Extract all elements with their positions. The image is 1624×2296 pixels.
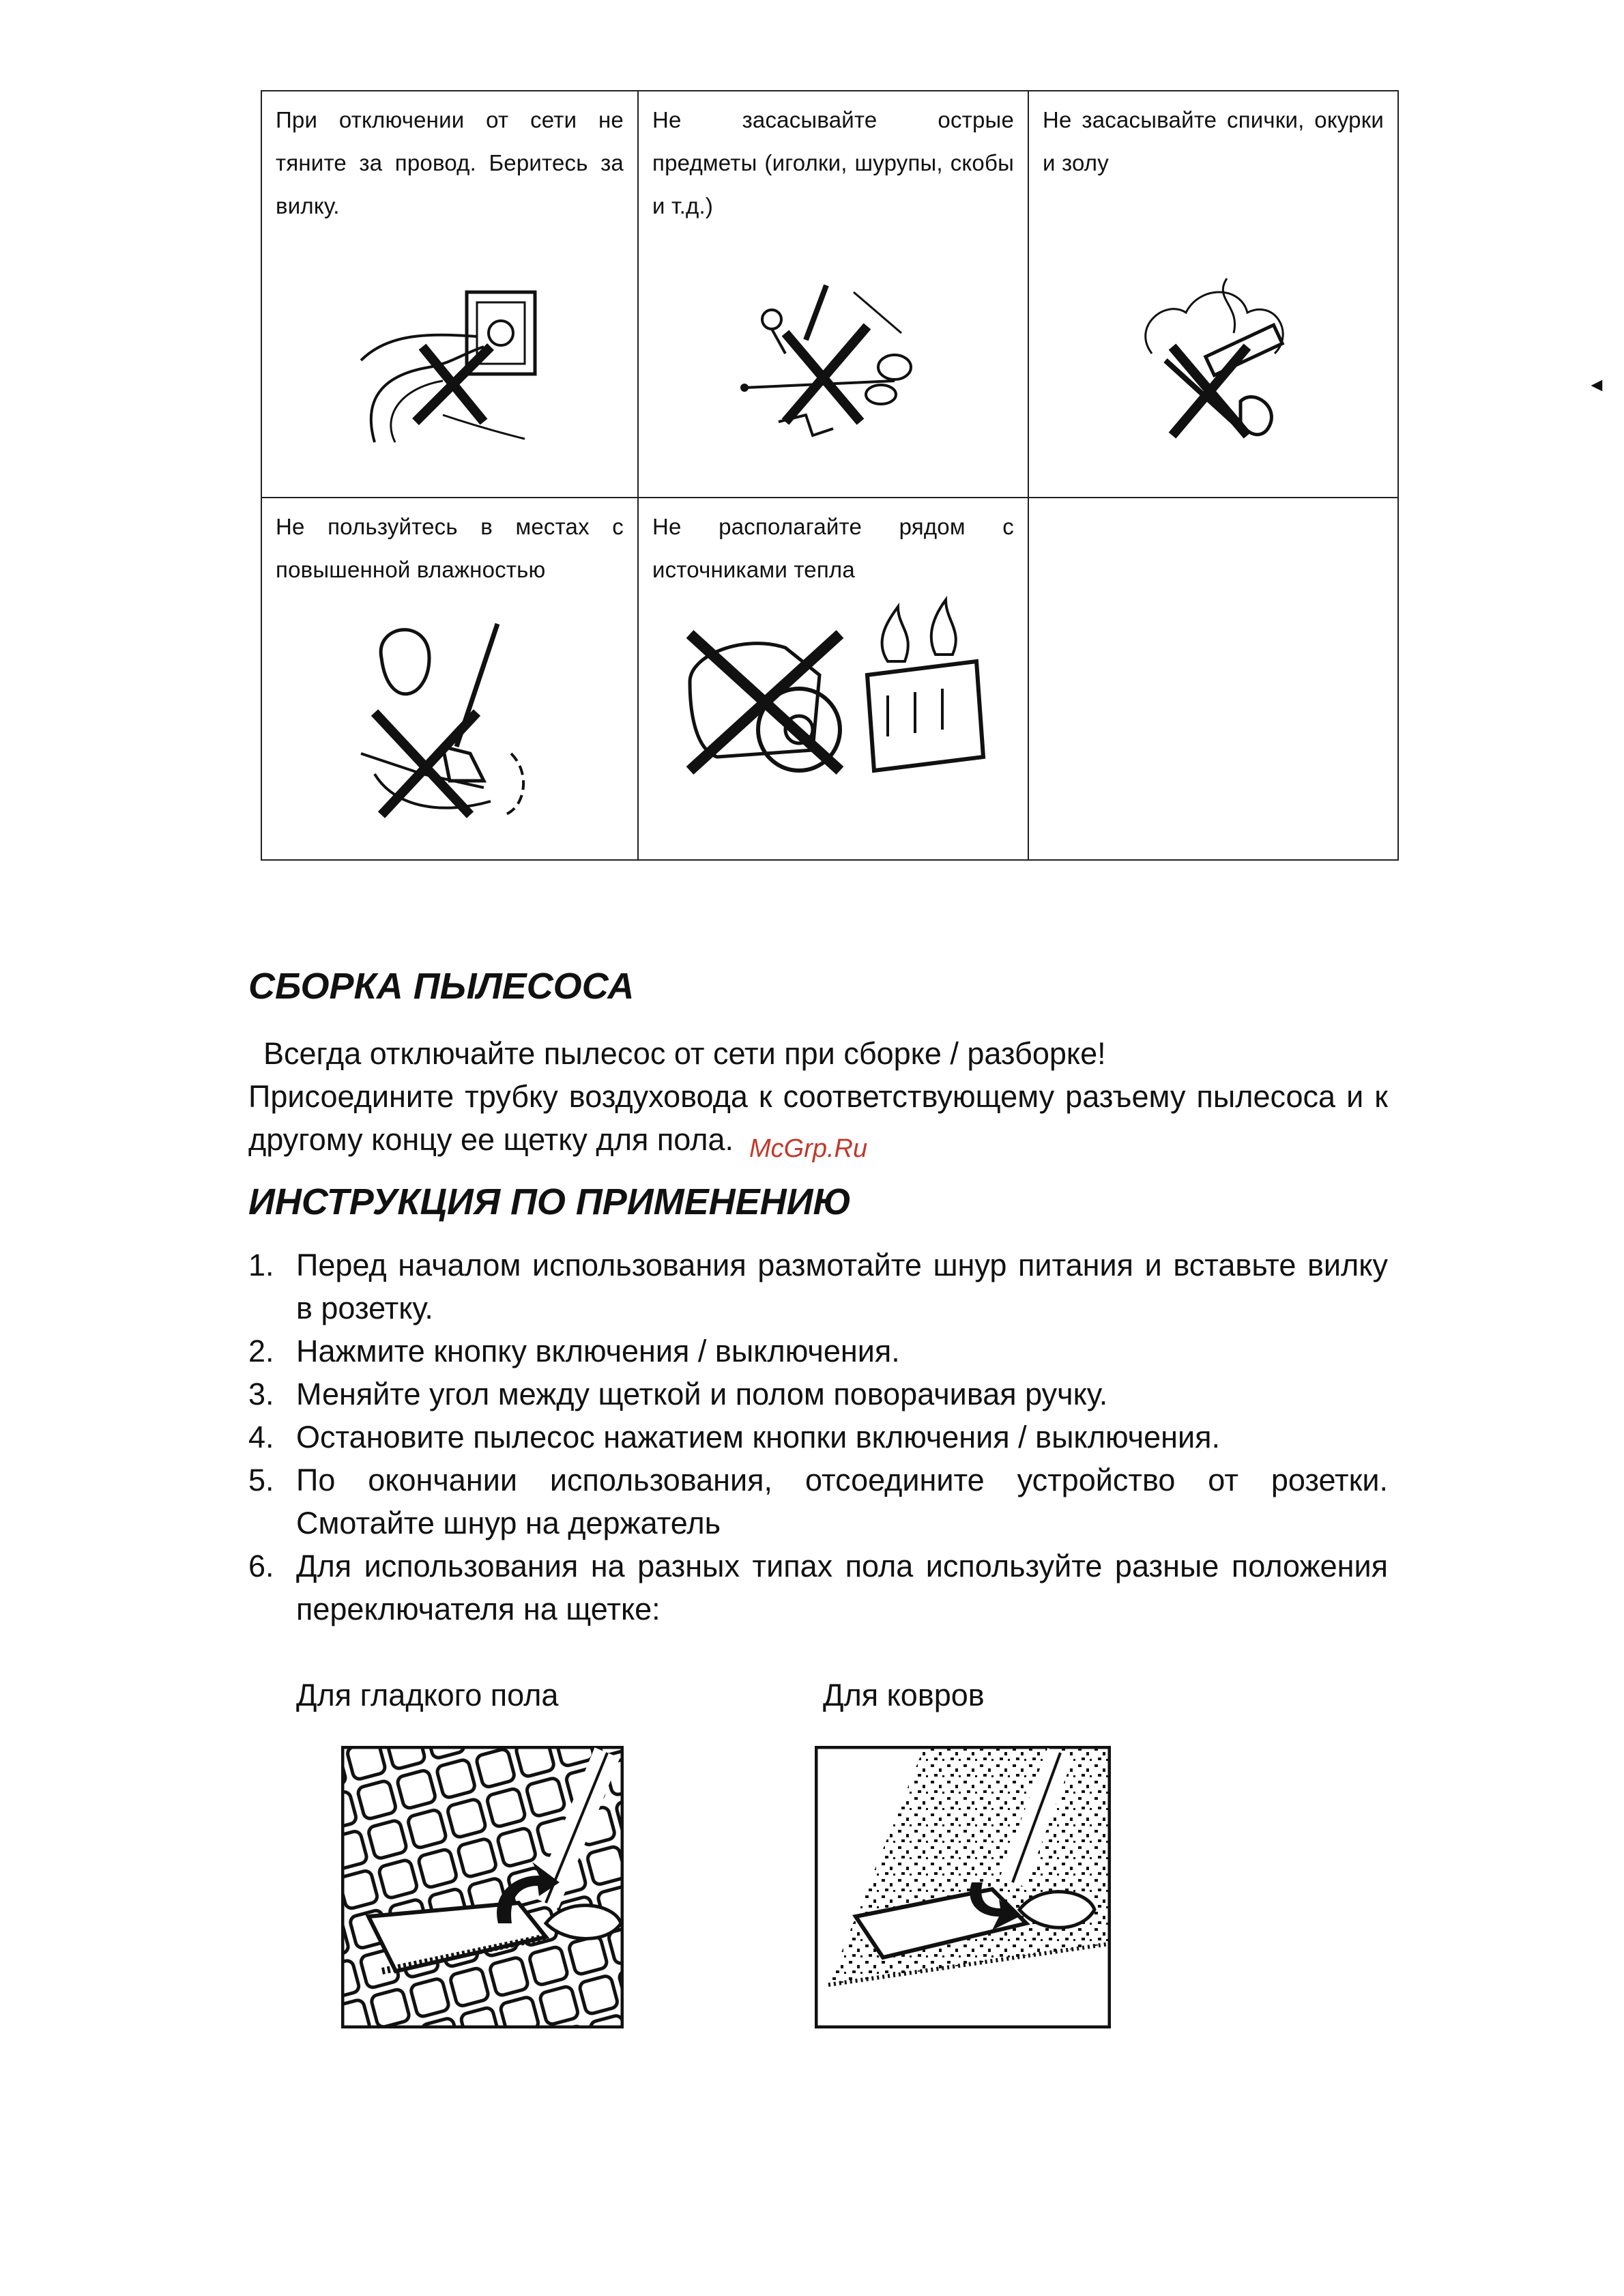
warning-text: Не пользуйтесь в местах с повышенной влажностью [276, 514, 624, 582]
list-item: 5. По окончании использования, отсоедините устройство от розетки. Смотайте шнур на держатель [248, 1463, 1388, 1540]
heat-source-prohibited-icon [663, 593, 1004, 798]
warning-cell-heat [638, 498, 1028, 860]
list-item: 6. Для использования на разных типах пола используйте разные положения переключателя на щетке: [248, 1549, 1388, 1626]
assembly-instruction: Присоедините трубку воздуховода к соответствующему разъему пылесоса и к другому концу ее щетку для пола. [248, 1079, 1388, 1157]
warning-cell-unplug [261, 91, 638, 498]
warning-text: При отключении от сети не тяните за провод. Беритесь за вилку. [276, 107, 624, 218]
smooth-floor-brush-icon [341, 1746, 624, 2028]
list-item: 1. Перед началом использования размотайте шнур питания и вставьте вилку в розетку. [248, 1248, 1388, 1325]
warning-cell-cigarettes [1028, 91, 1398, 498]
wet-area-prohibited-icon [347, 617, 552, 822]
assembly-warning: Всегда отключайте пылесос от сети при сборке / разборке! [263, 1036, 1106, 1071]
sharp-objects-prohibited-icon [731, 278, 936, 442]
cigarettes-prohibited-icon [1125, 272, 1302, 449]
warnings-table [261, 90, 1399, 861]
watermark: McGrp.Ru [749, 1134, 868, 1163]
usage-steps-list [248, 1244, 1388, 1631]
warning-text: Не располагайте рядом с источниками тепла [652, 514, 1014, 582]
list-item: 3. Меняйте угол между щеткой и полом поворачивая ручку. [248, 1377, 1108, 1411]
warning-text: Не засасывайте спички, окурки и золу [1043, 107, 1384, 175]
warning-cell-humidity [261, 498, 638, 860]
warning-text: Не засасывайте острые предметы (иголки, шурупы, скобы и т.д.) [652, 107, 1014, 218]
unplug-cord-prohibited-icon [347, 278, 552, 449]
carpet-label: Для ковров [823, 1678, 985, 1712]
smooth-floor-label: Для гладкого пола [296, 1678, 559, 1712]
usage-title: ИНСТРУКЦИЯ ПО ПРИМЕНЕНИЮ [248, 1181, 852, 1222]
warning-cell-sharp [638, 91, 1028, 498]
list-item: 2. Нажмите кнопку включения / выключения. [248, 1334, 900, 1368]
assembly-title: СБОРКА ПЫЛЕСОСА [248, 966, 635, 1007]
page-marker-arrow-icon: ◄ [1587, 374, 1606, 395]
list-item: 4. Остановите пылесос нажатием кнопки включения / выключения. [248, 1420, 1220, 1454]
warning-cell-empty [1028, 498, 1398, 860]
carpet-brush-icon [815, 1746, 1111, 2028]
